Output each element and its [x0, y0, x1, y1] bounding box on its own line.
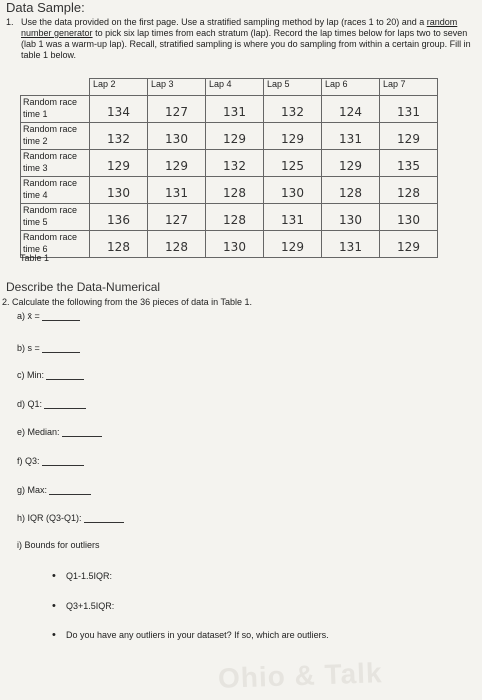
- item-min: [17, 370, 84, 380]
- bullet-icon: •: [52, 600, 56, 612]
- column-header: Lap 3: [148, 79, 206, 96]
- answer-blank: [42, 312, 80, 321]
- item-iqr-label: h) IQR (Q3-Q1):: [17, 513, 82, 523]
- question-1-number: 1.: [6, 17, 14, 27]
- row-label: Random race time 3: [21, 150, 90, 177]
- item-median-label: e) Median:: [17, 427, 60, 437]
- table-cell: 131: [322, 231, 380, 258]
- table-cell: 130: [264, 177, 322, 204]
- table-cell: 128: [206, 204, 264, 231]
- question-2-text: Calculate the following from the 36 pieces of data in Table 1.: [12, 297, 253, 307]
- table-cell: 130: [148, 123, 206, 150]
- table-corner: [21, 79, 90, 96]
- row-label: Random race time 6: [21, 231, 90, 258]
- item-std-dev: [17, 343, 80, 353]
- table-cell: 130: [90, 177, 148, 204]
- item-mean: [17, 311, 80, 321]
- item-max-label: g) Max:: [17, 485, 48, 495]
- table-cell: 125: [264, 150, 322, 177]
- table-cell: 131: [380, 96, 438, 123]
- item-median: [17, 427, 102, 437]
- table-cell: 129: [380, 231, 438, 258]
- table-cell: 129: [264, 123, 322, 150]
- table-cell: 127: [148, 96, 206, 123]
- table-caption: Table 1: [20, 253, 50, 263]
- question-1-text-start: Use the data provided on the first page. Use a stratified sampling method by lap (races 1 to 20) and a: [21, 17, 425, 27]
- bullet-lower-bound: [52, 571, 112, 581]
- table-cell: 129: [90, 150, 148, 177]
- table-row: [21, 177, 438, 204]
- bullet-upper-bound: [52, 601, 114, 611]
- bullet-text: Q1-1.5IQR:: [66, 571, 113, 581]
- question-1: [6, 17, 476, 61]
- table-cell: 127: [148, 204, 206, 231]
- table-row: [21, 231, 438, 258]
- answer-blank: [42, 344, 80, 353]
- table-cell: 131: [264, 204, 322, 231]
- row-label: Random race time 4: [21, 177, 90, 204]
- bullet-text: Q3+1.5IQR:: [66, 601, 115, 611]
- item-bounds-label: i) Bounds for outliers: [17, 540, 100, 550]
- table-cell: 129: [264, 231, 322, 258]
- random-number-generator-link: random number generator: [21, 17, 458, 38]
- question-1-text: [21, 17, 476, 61]
- column-header: Lap 4: [206, 79, 264, 96]
- table-cell: 135: [380, 150, 438, 177]
- page-title: Data Sample:: [6, 0, 85, 15]
- table-cell: 128: [322, 177, 380, 204]
- table-cell: 136: [90, 204, 148, 231]
- item-iqr: [17, 513, 124, 523]
- table-cell: 124: [322, 96, 380, 123]
- item-min-label: c) Min:: [17, 370, 44, 380]
- section-title: Describe the Data-Numerical: [6, 280, 161, 294]
- table-cell: 130: [380, 204, 438, 231]
- column-header: Lap 7: [380, 79, 438, 96]
- answer-blank: [46, 371, 84, 380]
- table-header-row: [21, 79, 438, 96]
- answer-blank: [44, 400, 86, 409]
- table-cell: 132: [264, 96, 322, 123]
- question-1-text-end: to pick six lap times from each stratum (lap). Record the lap times below for laps two to seven (lab 1 was a warm-up lap). Recall, stratified sampling is where you do sampling from within a certain group. Fill in table 1 below.: [21, 28, 471, 60]
- table-cell: 132: [206, 150, 264, 177]
- table-cell: 129: [148, 150, 206, 177]
- table-cell: 131: [206, 96, 264, 123]
- item-q1: [17, 399, 86, 409]
- table-row: [21, 123, 438, 150]
- lap-times-table: [20, 78, 438, 258]
- answer-blank: [84, 514, 124, 523]
- item-q3: [17, 456, 84, 466]
- table-cell: 128: [380, 177, 438, 204]
- question-2-number: 2.: [2, 297, 10, 307]
- row-label: Random race time 2: [21, 123, 90, 150]
- table-cell: 129: [322, 150, 380, 177]
- item-max: [17, 485, 91, 495]
- answer-blank: [42, 457, 84, 466]
- table-cell: 134: [90, 96, 148, 123]
- table-row: [21, 96, 438, 123]
- item-bounds: [17, 540, 100, 550]
- bullet-icon: •: [52, 629, 56, 641]
- table-cell: 130: [206, 231, 264, 258]
- column-header: Lap 2: [90, 79, 148, 96]
- answer-blank: [62, 428, 102, 437]
- item-std-dev-label: b) s =: [17, 343, 40, 353]
- table-cell: 129: [380, 123, 438, 150]
- row-label: Random race time 1: [21, 96, 90, 123]
- table-cell: 130: [322, 204, 380, 231]
- item-mean-label: a) x̄ =: [17, 311, 40, 321]
- table-cell: 131: [322, 123, 380, 150]
- table-row: [21, 150, 438, 177]
- table-cell: 129: [206, 123, 264, 150]
- table-cell: 132: [90, 123, 148, 150]
- column-header: Lap 6: [322, 79, 380, 96]
- bullet-outliers: [52, 630, 329, 640]
- column-header: Lap 5: [264, 79, 322, 96]
- bullet-icon: •: [52, 570, 56, 582]
- question-2: [2, 297, 252, 307]
- row-label: Random race time 5: [21, 204, 90, 231]
- table-cell: 128: [206, 177, 264, 204]
- item-q1-label: d) Q1:: [17, 399, 43, 409]
- table-cell: 128: [148, 231, 206, 258]
- table-cell: 128: [90, 231, 148, 258]
- answer-blank: [49, 486, 91, 495]
- table-cell: 131: [148, 177, 206, 204]
- watermark: Ohio & Talk: [217, 657, 383, 694]
- table-row: [21, 204, 438, 231]
- item-q3-label: f) Q3:: [17, 456, 40, 466]
- bullet-text: Do you have any outliers in your dataset? If so, which are outliers.: [66, 630, 329, 640]
